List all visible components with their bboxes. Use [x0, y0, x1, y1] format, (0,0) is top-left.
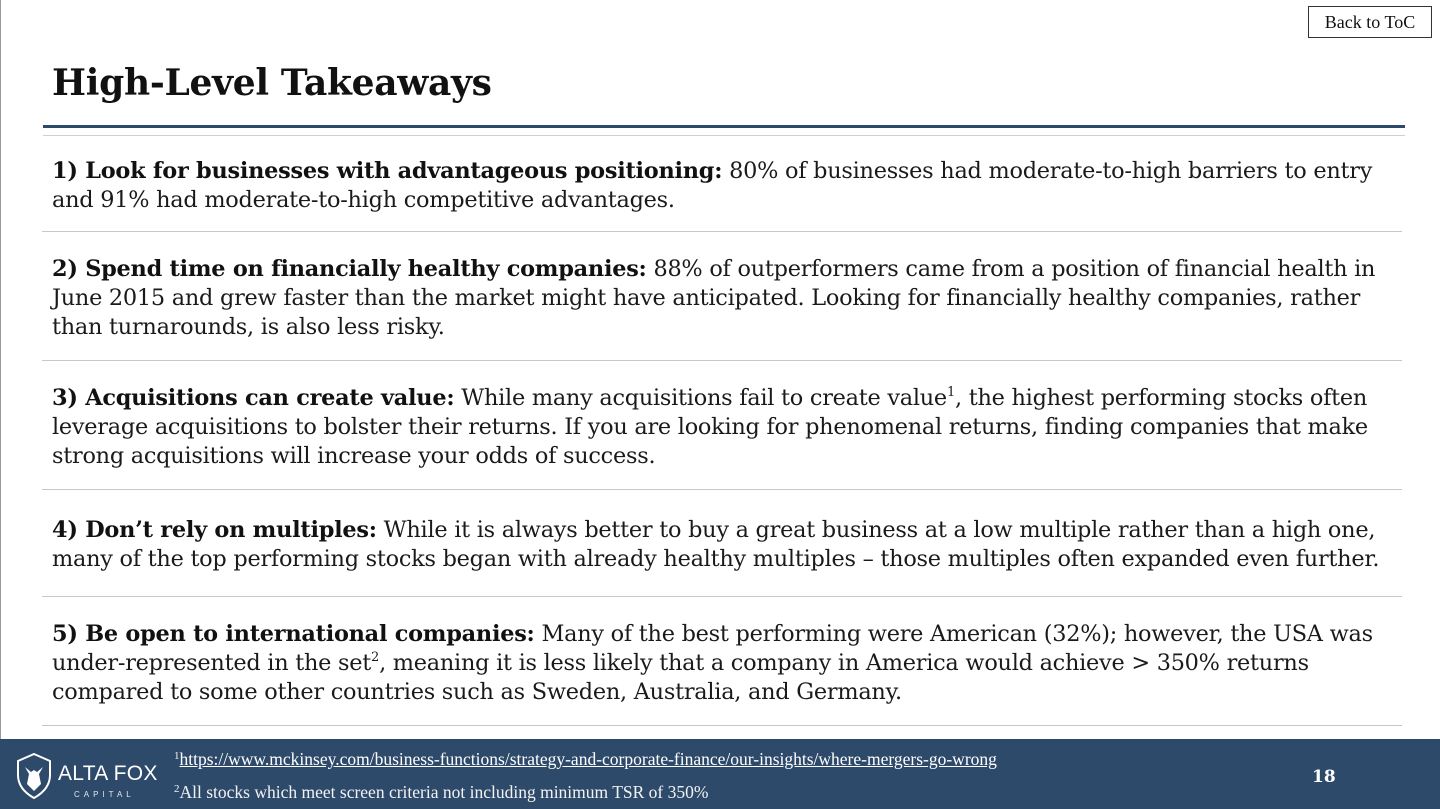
- footer-bar: [0, 739, 1440, 809]
- takeaway-5: [52, 620, 1404, 707]
- takeaway-text: 88% of outperformers came from a position of financial health in June 2015 and grew faster than the market might have anticipated. Looking for financially healthy companies, rather than turnarounds, is also less risky.: [52, 256, 1376, 340]
- footnote-ref-2: 2: [371, 650, 380, 665]
- footnote-2: [174, 782, 708, 803]
- page-number: 18: [1312, 767, 1336, 787]
- footnote-1-link[interactable]: https://www.mckinsey.com/business-functions/strategy-and-corporate-finance/our-insights/where-mergers-go-wrong: [179, 749, 997, 769]
- divider: [42, 360, 1402, 361]
- takeaway-1: [52, 157, 1404, 215]
- takeaway-text: 80% of businesses had moderate-to-high barriers to entry and 91% had moderate-to-high competitive advantages.: [52, 158, 1373, 213]
- takeaway-heading: 4) Don’t rely on multiples:: [52, 517, 377, 543]
- footnote-1: [174, 749, 997, 770]
- company-logo: [16, 751, 156, 799]
- takeaway-heading: 1) Look for businesses with advantageous positioning:: [52, 158, 723, 184]
- footnote-2-marker: 2: [174, 783, 180, 795]
- takeaway-text: Many of the best performing were American (32%); however, the USA was under-represented in the set: [52, 621, 1373, 676]
- fox-shield-icon: [16, 753, 52, 799]
- back-to-toc-button[interactable]: Back to ToC: [1308, 6, 1432, 38]
- takeaway-text-cont: , meaning it is less likely that a company in America would achieve > 350% returns compared to some other countries such as Sweden, Australia, and Germany.: [52, 650, 1309, 705]
- takeaway-heading: 5) Be open to international companies:: [52, 621, 535, 647]
- takeaway-heading: 3) Acquisitions can create value:: [52, 385, 455, 411]
- takeaway-text: While many acquisitions fail to create value: [454, 385, 947, 411]
- divider: [42, 725, 1402, 726]
- logo-subtext: CAPITAL: [74, 790, 135, 799]
- logo-text: ALTA FOX: [58, 762, 158, 785]
- takeaway-2: [52, 255, 1404, 342]
- takeaway-4: [52, 516, 1404, 574]
- takeaway-3: [52, 384, 1404, 471]
- footnote-ref-1: 1: [946, 385, 955, 400]
- page-border: [0, 0, 1, 740]
- title-underline: [43, 125, 1405, 128]
- page-title: High-Level Takeaways: [52, 62, 492, 104]
- divider: [42, 489, 1402, 490]
- divider: [42, 231, 1402, 232]
- footnote-2-text: All stocks which meet screen criteria not including minimum TSR of 350%: [179, 782, 709, 802]
- divider: [42, 596, 1402, 597]
- takeaway-text-cont: , the highest performing stocks often leverage acquisitions to bolster their returns. If you are looking for phenomenal returns, finding companies that make strong acquisitions will increase your odds of success.: [52, 385, 1368, 469]
- takeaway-heading: 2) Spend time on financially healthy companies:: [52, 256, 647, 282]
- footnote-1-marker: 1: [174, 750, 180, 762]
- takeaway-text: While it is always better to buy a great business at a low multiple rather than a high one, many of the top performing stocks began with already healthy multiples – those multiples often expanded even further.: [52, 517, 1380, 572]
- title-divider: [43, 135, 1405, 136]
